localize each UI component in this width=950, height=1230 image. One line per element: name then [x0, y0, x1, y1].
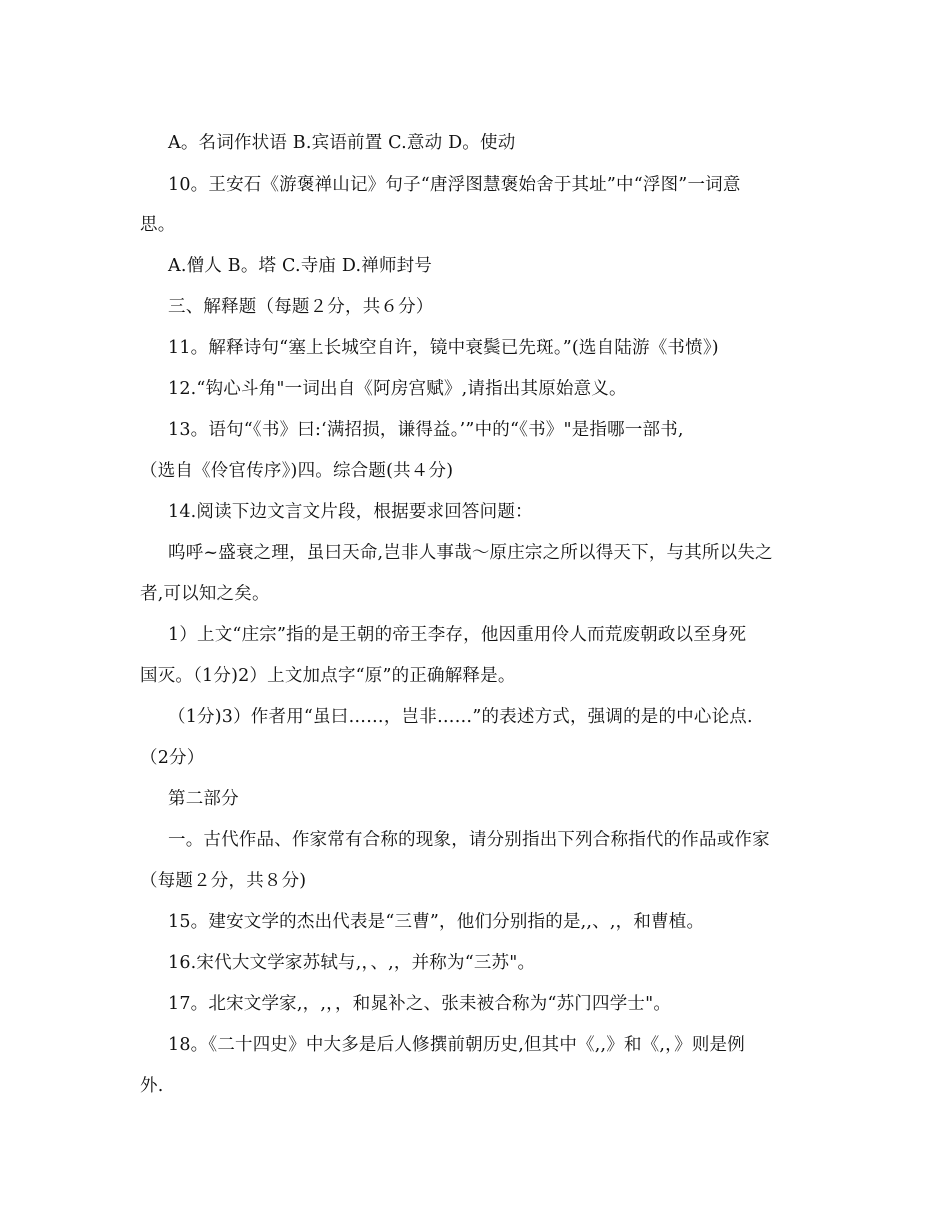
question-11: 11。解释诗句“塞上长城空自许，镜中衰鬓已先斑。”(选自陆游《书愤》) [168, 338, 719, 358]
question-17: 17。北宋文学家,，,，，和晁补之、张耒被合称为“苏门四学士"。 [168, 994, 672, 1014]
question-18-line-2: 外. [140, 1076, 164, 1096]
section-3-heading: 三、解释题（每题２分，共６分） [168, 297, 434, 317]
question-16: 16.宋代大文学家苏轼与,，、,，并称为“三苏"。 [168, 953, 536, 973]
question-12: 12.“钩心斗角"一词出自《阿房宫赋》,请指出其原始意义。 [168, 379, 627, 399]
sub-question-1-line-2: 国灭。（1分)2）上文加点字“原”的正确解释是。 [140, 666, 516, 686]
sub-question-1-line-1: 1）上文“庄宗”指的是王朝的帝王李存，他因重用伶人而荒废朝政以至身死 [168, 625, 747, 645]
part-2-heading: 第二部分 [168, 789, 239, 809]
question-13-line-2: （选自《伶官传序》)四。综合题(共４分) [140, 461, 454, 481]
question-15: 15。建安文学的杰出代表是“三曹”，他们分别指的是,,、,，和曹植。 [168, 912, 705, 932]
passage-line-2: 者,可以知之矣。 [140, 584, 270, 604]
option-line-9: A。名词作状语 B.宾语前置 C.意动 D。使动 [168, 133, 516, 153]
option-line-10: A.僧人 B。塔 C.寺庙 D.禅师封号 [168, 256, 433, 276]
part-2-section-1-line-1: 一。古代作品、作家常有合称的现象，请分别指出下列合称指代的作品或作家 [168, 830, 770, 850]
question-14-prompt: 14.阅读下边文言文片段，根据要求回答问题： [168, 502, 533, 522]
sub-question-3-line-2: （2分） [140, 748, 205, 768]
question-13-line-1: 13。语句“《书》曰:‘满招损，谦得益。’”中的“《书》"是指哪一部书, [168, 420, 684, 440]
question-18-line-1: 18。《二十四史》中大多是后人修撰前朝历史,但其中《,,》和《,，》则是例 [168, 1035, 745, 1055]
part-2-section-1-line-2: （每题２分，共８分) [140, 871, 307, 891]
question-10-line-1: 10。王安石《游褒禅山记》句子“唐浮图慧褒始舍于其址”中“浮图”一词意 [168, 175, 741, 195]
sub-question-3-line-1: （1分)3）作者用“虽曰……，岂非……”的表述方式，强调的是的中心论点. [168, 707, 753, 727]
passage-line-1: 呜呼~盛衰之理，虽曰天命,岂非人事哉～原庄宗之所以得天下，与其所以失之 [168, 543, 773, 563]
question-10-line-2: 思。 [140, 215, 176, 235]
